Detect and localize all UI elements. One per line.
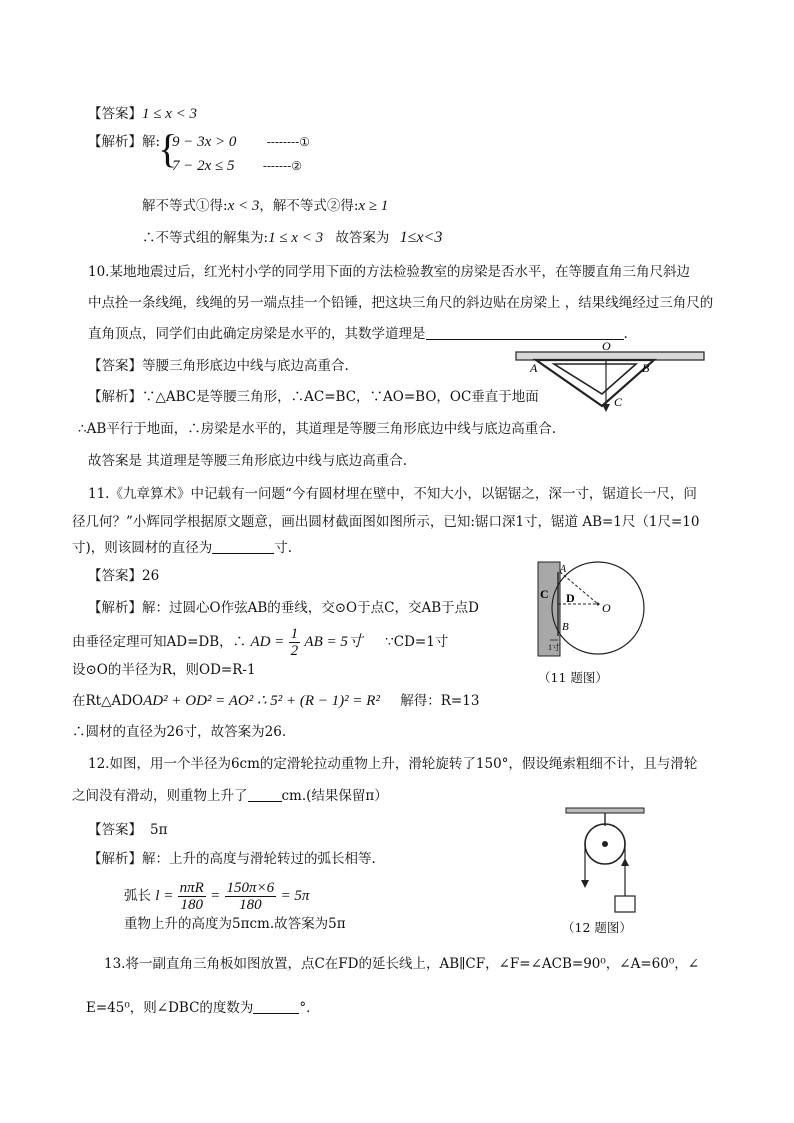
weight-box <box>615 896 635 912</box>
analysis-label: 【解析】 <box>88 134 142 150</box>
q11-line-a <box>72 626 448 659</box>
q10-answer <box>88 356 349 376</box>
answer-text: 等腰三角形底边中线与底边高重合. <box>142 358 349 374</box>
wall <box>538 562 560 656</box>
center-point <box>597 603 600 606</box>
q11-line-2: 径几何？”小辉同学根据原文题意，画出圆材截面图如图所示，已知:锯口深1寸，锯道 AB=1尺（1尺=10 <box>72 514 700 530</box>
q10-analysis-line-3: 故答案是 其道理是等腰三角形底边中线与底边高重合. <box>88 453 408 469</box>
plumb-bob <box>602 404 610 412</box>
system-brace: { <box>158 126 178 171</box>
q12-result: 重物上升的高度为5πcm.故答案为5π <box>124 916 346 932</box>
q11-line-b: 设⊙O的半径为R，则OD=R-1 <box>72 662 256 678</box>
q12-answer <box>88 820 167 840</box>
solve-text-b: ，解不等式②得: <box>259 198 359 214</box>
q11-caption: （11 题图） <box>538 670 608 685</box>
label-o: O <box>602 339 611 353</box>
q10-analysis <box>88 387 539 407</box>
analysis-label: 【解析】 <box>88 389 142 405</box>
q11-line-3 <box>72 538 292 558</box>
q11-answer <box>88 566 159 586</box>
answer-blank <box>253 999 299 1014</box>
q13-line-1: 13.将一副直角三角板如图放置，点C在FD的延长线上，AB∥CF，∠F=∠ACB=90⁰，∠A=60⁰，∠ <box>104 956 700 972</box>
conclusion-text-b: 故答案为 <box>335 230 390 246</box>
q11-line-3-end: 寸. <box>274 540 293 556</box>
q10-line-1: 10.某地地震过后，红光村小学的同学用下面的方法检验教室的房梁是否水平，在等腰直角三角尺斜边 <box>88 264 690 280</box>
q11-analysis <box>88 598 479 618</box>
inequality-2-expr: 7 − 2x ≤ 5 <box>172 158 235 174</box>
frac-num: 150π×6 <box>226 880 275 896</box>
q12-analysis <box>88 849 376 869</box>
line-c-math: AD² + OD² = AO² ∴ 5² + (R − 1)² = R² <box>143 693 380 709</box>
q12-line-1: 12.如图，用一个半径为6cm的定滑轮拉动重物上升，滑轮旋转了150°，假设绳索粗细不计，且与滑轮 <box>88 756 698 772</box>
q12-caption: （12 题图） <box>562 920 632 935</box>
line-a-math-right: AB = 5寸 <box>304 634 363 650</box>
line-a-text: 由垂径定理可知AD=DB，∴ <box>72 634 247 650</box>
label-d: D <box>566 591 575 605</box>
log-circle <box>552 562 644 654</box>
label-a: A <box>560 564 567 575</box>
inequality-2 <box>172 156 302 176</box>
frac-num: 1 <box>290 626 299 642</box>
solve-math-a: x < 3 <box>227 198 260 214</box>
solve-text-a: 解不等式①得: <box>142 198 228 214</box>
arc-label: 弧长 <box>124 888 151 904</box>
q11-line-d: ∴圆材的直径为26寸，故答案为26. <box>72 724 287 740</box>
fraction-arc-2 <box>225 880 277 913</box>
conclusion-answer: 1≤x<3 <box>399 229 443 246</box>
inner-triangle <box>554 364 636 394</box>
label-b: B <box>642 361 650 375</box>
answer-label: 【答案】 <box>88 822 142 838</box>
q9-analysis-label <box>88 132 160 152</box>
down-arrow <box>581 880 589 888</box>
frac-den: 180 <box>239 897 262 913</box>
beam-triangle-figure <box>510 338 710 414</box>
fraction-arc-1 <box>178 880 206 913</box>
analysis-text: ∵△ABC是等腰三角形，∴AC=BC，∵AO=BO，OC垂直于地面 <box>142 389 539 405</box>
answer-value: 26 <box>142 568 160 584</box>
solve-math-b: x ≥ 1 <box>358 198 389 214</box>
inequality-2-tag: -------② <box>262 159 302 173</box>
frac-num: nπR <box>179 880 204 896</box>
q12-arc-formula: 弧长 l = $\frac{\text{nπR}}{180}$ = $\frac{150\pi\times 6}{180}$ = 5π <box>124 880 310 913</box>
q9-answer <box>88 104 197 124</box>
ceiling <box>566 808 644 813</box>
label-c: C <box>614 395 623 409</box>
inequality-1 <box>172 132 310 152</box>
outer-triangle <box>536 360 654 406</box>
answer-value: 5π <box>150 822 168 838</box>
conclusion-math: 1 ≤ x < 3 <box>268 230 324 246</box>
up-arrow <box>621 858 629 866</box>
inequality-1-expr: 9 − 3x > 0 <box>172 134 237 150</box>
q13-line-2-text: E=45⁰，则∠DBC的度数为 <box>86 1000 254 1016</box>
answer-label: 【答案】 <box>88 106 142 122</box>
analysis-intro: 解: <box>142 134 161 150</box>
arc-math-left: l = <box>155 888 174 904</box>
conclusion-text: ∴不等式组的解集为: <box>142 230 269 246</box>
q13-line-2-end: °． <box>299 1000 320 1016</box>
q11-line-3-text: 寸)，则该圆材的直径为 <box>72 540 213 556</box>
label-a: A <box>530 361 538 375</box>
conclusion-line <box>142 228 442 248</box>
log-in-wall-figure <box>532 560 652 660</box>
q12-line-2-text: 之间没有滑动，则重物上升了 <box>72 788 248 804</box>
q10-line-3-end: . <box>623 326 628 342</box>
q13-line-2 <box>86 998 320 1018</box>
q10-line-2: 中点拴一条线绳，线绳的另一端点挂一个铅锤，把这块三角尺的斜边贴在房梁上 ，结果线绳经过三角尺的 <box>88 295 714 311</box>
line-a-tail: ∵CD=1寸 <box>385 634 449 650</box>
frac-den: 2 <box>290 643 299 659</box>
answer-blank <box>212 539 274 554</box>
analysis-label: 【解析】 <box>88 851 142 867</box>
answer-label: 【答案】 <box>88 568 142 584</box>
answer-blank <box>248 787 282 802</box>
beam <box>516 352 704 360</box>
analysis-label: 【解析】 <box>88 600 142 616</box>
label-c: C <box>540 587 549 601</box>
label-unit: 1寸 <box>548 643 560 652</box>
line-c-tail: 解得：R=13 <box>400 693 480 709</box>
q11-line-c <box>72 691 479 711</box>
inequality-1-tag: --------① <box>266 135 310 149</box>
solve-line <box>142 196 388 216</box>
pulley-axle <box>602 841 608 847</box>
analysis-text: 解：上升的高度与滑轮转过的弧长相等. <box>142 851 376 867</box>
label-o: O <box>602 601 611 615</box>
q10-line-3-text: 直角顶点，同学们由此确定房梁是水平的，其数学道理是 <box>88 326 426 342</box>
q10-analysis-line-2: ∴AB平行于地面，∴房梁是水平的，其道理是等腰三角形底边中线与底边高重合. <box>78 421 557 437</box>
answer-label: 【答案】 <box>88 358 142 374</box>
line-c-text: 在Rt△ADO <box>72 693 144 709</box>
line-a-math-left: AD = <box>250 634 285 650</box>
fraction-half <box>289 626 301 659</box>
frac-den: 180 <box>180 897 203 913</box>
analysis-text: 解：过圆心O作弦AB的垂线，交⊙O于点C，交AB于点D <box>142 600 479 616</box>
q12-line-2-end: cm.(结果保留π） <box>281 788 388 804</box>
q12-line-2 <box>72 786 388 806</box>
answer-value: 1 ≤ x < 3 <box>142 106 198 122</box>
label-b: B <box>562 621 569 633</box>
pulley-figure <box>560 804 650 914</box>
arc-math-right: = 5π <box>280 888 310 904</box>
q11-line-1: 11.《九章算术》中记载有一问题“今有圆材埋在壁中，不知大小，以锯锯之，深一寸，锯道长一尺，问 <box>88 486 697 502</box>
